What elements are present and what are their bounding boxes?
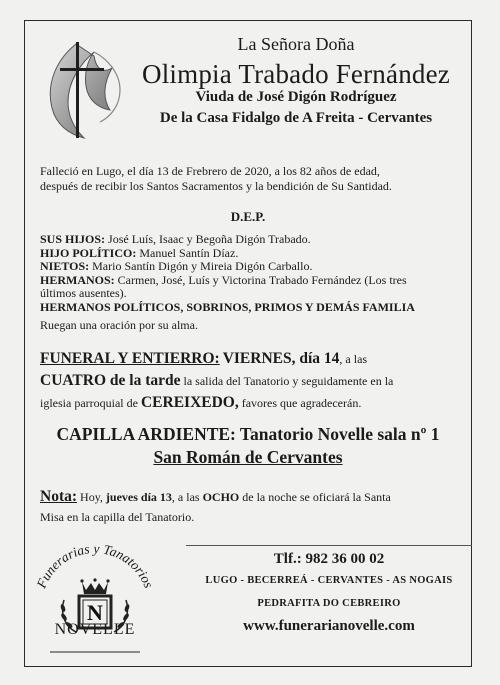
family-children: SUS HIJOS: José Luís, Isaac y Begoña Digón Trabado. xyxy=(40,232,311,246)
funeral-day: VIERNES, día 14 xyxy=(222,350,340,367)
widow-line: Viuda de José Digón Rodríguez xyxy=(195,89,397,105)
title-line: La Señora Doña xyxy=(237,34,355,54)
prayer-line: Ruegan una oración por su alma. xyxy=(40,318,198,332)
family-siblings: HERMANOS: Carmen, José, Luís y Victorina Trabado Fernández (Los tres xyxy=(40,272,407,287)
family-siblings-cont: últimos ausentes). xyxy=(40,286,127,301)
chapel-line-2: San Román de Cervantes xyxy=(153,447,343,467)
logo-arc-text: Funerarias y Tanatorios xyxy=(33,540,157,591)
death-line-1: Falleció en Lugo, el día 13 de Frebrero de 2020, a los 82 años de edad, xyxy=(40,164,380,178)
novelle-logo xyxy=(30,540,160,665)
pedrafita-line: PEDRAFITA DO CEBREIRO xyxy=(257,598,401,609)
logo-letter: N xyxy=(87,600,103,625)
cross-flame-icon xyxy=(36,38,128,142)
dep-heading: D.E.P. xyxy=(230,209,266,224)
funeral-label: FUNERAL Y ENTIERRO: xyxy=(40,350,220,367)
death-line-2: después de recibir los Santos Sacramentos y la bendición de Su Santidad. xyxy=(40,179,392,193)
deceased-name: Olimpia Trabado Fernández xyxy=(142,59,450,89)
website-link[interactable]: www.funerarianovelle.com xyxy=(243,618,415,634)
novelle-wordmark: NOVELLE xyxy=(54,621,136,638)
death-notice xyxy=(40,164,460,194)
family-list xyxy=(40,233,460,315)
funeral-time: CUATRO de la tarde xyxy=(40,372,181,389)
funeral-church: CEREIXEDO, xyxy=(140,394,239,411)
chapel-line-1: CAPILLA ARDIENTE: Tanatorio Novelle sala nº 1 xyxy=(56,424,440,444)
contact-divider xyxy=(186,545,472,546)
family-others: HERMANOS POLÍTICOS, SOBRINOS, PRIMOS Y DEMÁS FAMILIA xyxy=(40,299,415,314)
svg-text:Funerarias y Tanatorios xyxy=(33,541,156,591)
funeral-info: FUNERAL Y ENTIERRO: VIERNES, día 14, a las CUATRO de la tarde la salida del Tanatorio y seguidamente en la iglesia parroquial de CEREIXEDO, favores que agradecerán. xyxy=(40,350,394,411)
house-line: De la Casa Fidalgo de A Freita - Cervantes xyxy=(159,110,433,126)
family-soninlaw: HIJO POLÍTICO: Manuel Santín Díaz. xyxy=(40,245,239,260)
note-label: Nota: xyxy=(40,488,78,505)
mass-note: Nota: Hoy, jueves día 13, a las OCHO de la noche se oficiará la Santa Misa en la capilla del Tanatorio. xyxy=(40,488,391,524)
family-grandchildren: NIETOS: Mario Santín Digón y Mireia Digón Carballo. xyxy=(40,259,313,274)
phone-number: Tlf.: 982 36 00 02 xyxy=(273,551,385,567)
locations-line: LUGO - BECERREÁ - CERVANTES - AS NOGAIS xyxy=(205,575,453,586)
